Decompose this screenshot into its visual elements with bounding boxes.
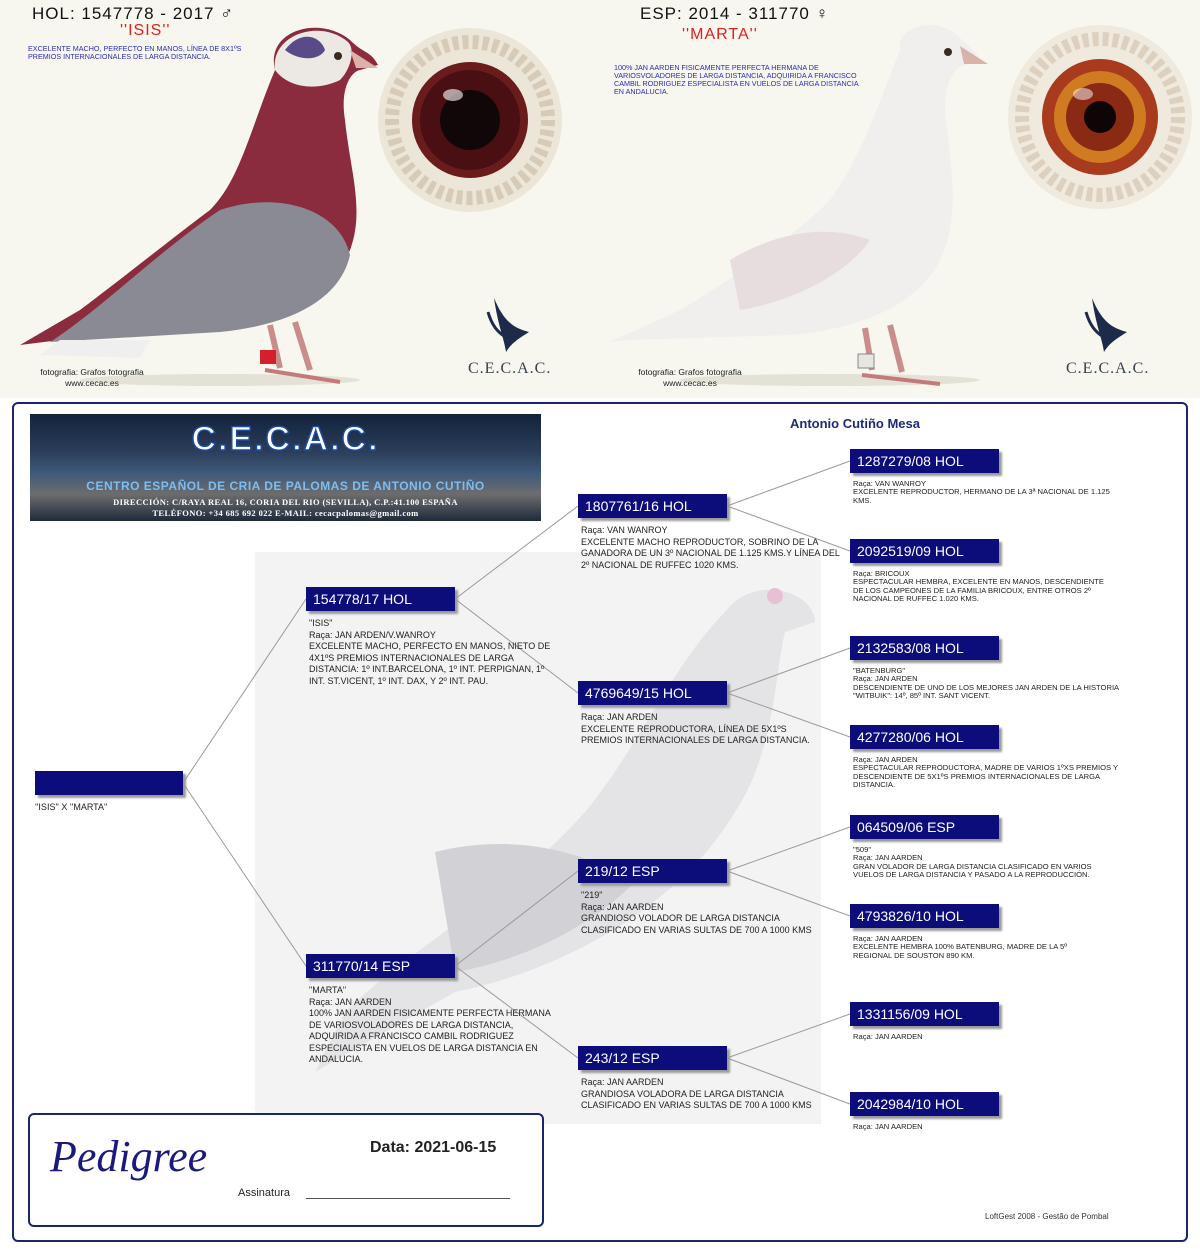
sire-info (309, 618, 554, 687)
great-grandparent-2-notes: ESPECTACULAR HEMBRA, EXCELENTE EN MANOS, DESCENDIENTE DE LOS CAMPEONES DE LA FAMILIA BRICOUX, ENTRE OTROS 2º NACIONAL DE RUFFEC 1.020 KMS. (853, 577, 1104, 603)
banner-subtitle: CENTRO ESPAÑOL DE CRIA DE PALOMAS DE ANTONIO CUTIÑO (86, 479, 485, 493)
dam-sire-breed: Raça: JAN AARDEN (581, 901, 664, 912)
dam-info (309, 985, 554, 1066)
website-text: www.cecac.es (663, 378, 717, 388)
sire-sire-notes: EXCELENTE MACHO REPRODUCTOR, SOBRINO DE LA GANADORA DE UN 3º NACIONAL DE 1.125 KMS.Y LÍNEA DEL 2º NACIONAL DE RUFFEC 1020 KMS. (581, 536, 840, 570)
sire-dam-id-box[interactable]: 4769649/15 HOL (578, 681, 727, 705)
great-grandparent-1-notes: EXCELENTE REPRODUCTOR, HERMANO DE LA 3ª NACIONAL DE 1.125 KMS. (853, 487, 1110, 505)
dam-dam-notes: GRANDIOSA VOLADORA DE LARGA DISTANCIA CLASIFICADO EN VARIAS SULTAS DE 700 A 1000 KMS (581, 1088, 812, 1110)
great-grandparent-6-notes: EXCELENTE HEMBRA 100% BATENBURG, MADRE DE LA 5º REGIONAL DE SOUSTON 890 KM. (853, 942, 1068, 960)
subject-parents: ''ISIS'' X ''MARTA'' (35, 802, 108, 812)
sire-sire-breed: Raça: VAN WANROY (581, 525, 668, 535)
banner-address: DIRECCIÓN: C/RAYA REAL 16, CORIA DEL RIO (SEVILLA), C.P.:41.100 ESPAÑA (113, 497, 458, 507)
owner-name: Antonio Cutiño Mesa (790, 416, 920, 431)
great-grandparent-7-info (853, 1033, 1103, 1041)
banner-logo: C.E.C.A.C. (191, 420, 380, 458)
great-grandparent-1-info (853, 480, 1123, 505)
great-grandparent-8-info (853, 1123, 1103, 1131)
sire-dam-breed: Raça: JAN ARDEN (581, 712, 658, 722)
hen-name: ''MARTA'' (682, 26, 758, 43)
footer-credit: LoftGest 2008 - Gestão de Pombal (985, 1212, 1109, 1221)
sire-name: "ISIS" (309, 618, 333, 628)
great-grandparent-2-id-box[interactable]: 2092519/09 HOL (850, 539, 999, 563)
hen-cecac-mark: C.E.C.A.C. (1066, 360, 1150, 377)
website-text: www.cecac.es (65, 378, 119, 388)
great-grandparent-3-notes: DESCENDIENTE DE UNO DE LOS MEJORES JAN ARDEN DE LA HISTORIA "WITBUIK": 14º, 85º INT. SANT VICENT. (853, 682, 1119, 700)
dam-dam-id-box[interactable]: 243/12 ESP (578, 1046, 727, 1070)
great-grandparent-4-id-box[interactable]: 4277280/06 HOL (850, 725, 999, 749)
sire-sire-info (581, 525, 841, 571)
banner-contact: TELÉFONO: +34 685 692 022 E-MAIL: cecacpalomas@gmail.com (152, 508, 419, 518)
signature-line[interactable] (306, 1198, 510, 1199)
dam-notes: 100% JAN AARDEN FISICAMENTE PERFECTA HERMANA DE VARIOSVOLADORES DE LARGA DISTANCIA, ADQUIRIDA A FRANCISCO CAMBIL RODRIGUEZ ESPECIALISTA EN VUELOS DE LARGA DISTANCIA EN ANDALUCIA. (309, 1008, 551, 1064)
cock-ring-number: HOL: 1547778 - 2017 ♂ (32, 4, 234, 23)
great-grandparent-7-id-box[interactable]: 1331156/09 HOL (850, 1002, 999, 1026)
great-grandparent-8-breed: Raça: JAN AARDEN (853, 1122, 923, 1131)
great-grandparent-4-info (853, 756, 1118, 789)
dam-sire-id-box[interactable]: 219/12 ESP (578, 859, 727, 883)
dam-name: "MARTA" (309, 985, 347, 995)
cock-description: EXCELENTE MACHO, PERFECTO EN MANOS, LÍNEA DE 8X1ºS PREMIOS INTERNACIONALES DE LARGA DISTANCIA. (28, 44, 242, 61)
dam-dam-info (581, 1077, 816, 1112)
photo-credit-text: fotografia: Grafos fotografia (638, 367, 742, 377)
sire-breed: Raça: JAN ARDEN/V.WANROY (309, 629, 436, 640)
great-grandparent-5-notes: GRAN VOLADOR DE LARGA DISTANCIA CLASIFICADO EN VARIOS VUELOS DE LARGA DISTANCIA Y PASADO A LA REPRODUCCIÓN. (853, 861, 1092, 879)
dam-dam-breed: Raça: JAN AARDEN (581, 1077, 664, 1087)
great-grandparent-3-name: "BATENBURG" (853, 666, 906, 675)
pedigree-title: Pedigree (50, 1132, 208, 1181)
great-grandparent-3-id-box[interactable]: 2132583/08 HOL (850, 636, 999, 660)
sire-sire-id-box[interactable]: 1807761/16 HOL (578, 494, 727, 518)
hen-ring-number: ESP: 2014 - 311770 ♀ (640, 4, 830, 23)
great-grandparent-7-breed: Raça: JAN AARDEN (853, 1032, 923, 1041)
cock-cecac-mark: C.E.C.A.C. (468, 360, 552, 377)
sire-dam-notes: EXCELENTE REPRODUCTORA, LÍNEA DE 5X1ºS PREMIOS INTERNACIONALES DE LARGA DISTANCIA. (581, 723, 810, 745)
sire-notes: EXCELENTE MACHO, PERFECTO EN MANOS, NIETO DE 4X1ºS PREMIOS INTERNACIONALES DE LARGA DISTANCIA: 1º INT.BARCELONA, 1º INT. PERPIGNAN, 1º INT. ST.VICENT, 1º INT. DAX, Y 2º INT. PAU. (309, 641, 551, 686)
dam-sire-info (581, 890, 816, 936)
great-grandparent-6-id-box[interactable]: 4793826/10 HOL (850, 904, 999, 928)
great-grandparent-3-info (853, 667, 1123, 700)
great-grandparent-4-notes: ESPECTACULAR REPRODUCTORA, MADRE DE VARIOS 1ºXS PREMIOS Y DESCENDIENTE DE 5X1ºS PREMIOS INTERNACIONALES DE LARGA DISTANCIA. (853, 763, 1118, 789)
dam-breed: Raça: JAN AARDEN (309, 996, 392, 1007)
certificate-box (28, 1113, 544, 1227)
dam-sire-name: "219" (581, 890, 603, 900)
great-grandparent-5-id-box[interactable]: 064509/06 ESP (850, 815, 999, 839)
great-grandparent-6-breed: Raça: JAN AARDEN (853, 934, 923, 943)
photo-credit-text: fotografia: Grafos fotografia (40, 367, 144, 377)
great-grandparent-5-breed: Raça: JAN AARDEN (853, 853, 923, 863)
cock-name: ''ISIS'' (120, 22, 171, 39)
sire-dam-info (581, 712, 826, 747)
great-grandparent-4-breed: Raça: JAN ARDEN (853, 755, 918, 764)
great-grandparent-5-info (853, 846, 1103, 879)
dam-sire-notes: GRANDIOSO VOLADOR DE LARGA DISTANCIA CLASIFICADO EN VARIAS SULTAS DE 700 A 1000 KMS (581, 913, 812, 935)
great-grandparent-2-info (853, 570, 1108, 603)
dam-id-box[interactable]: 311770/14 ESP (306, 954, 455, 978)
sire-id-box[interactable]: 154778/17 HOL (306, 587, 455, 611)
hen-description: 100% JAN AARDEN FISICAMENTE PERFECTA HERMANA DE VARIOSVOLADORES DE LARGA DISTANCIA, ADQUIRIDA A FRANCISCO CAMBIL RODRIGUEZ ESPECIALISTA EN VUELOS DE LARGA DISTANCIA EN ANDALUCIA. (614, 63, 859, 96)
great-grandparent-3-breed: Raça: JAN ARDEN (853, 674, 918, 684)
great-grandparent-1-id-box[interactable]: 1287279/08 HOL (850, 449, 999, 473)
great-grandparent-6-info (853, 935, 1103, 960)
great-grandparent-8-id-box[interactable]: 2042984/10 HOL (850, 1092, 999, 1116)
great-grandparent-2-breed: Raça: BRICOUX (853, 569, 910, 578)
signature-label: Assinatura (238, 1187, 290, 1199)
great-grandparent-5-name: "509" (853, 845, 872, 854)
subject-id-box[interactable] (35, 771, 183, 795)
certificate-date: Data: 2021-06-15 (370, 1139, 497, 1156)
great-grandparent-1-breed: Raça: VAN WANROY (853, 479, 926, 488)
